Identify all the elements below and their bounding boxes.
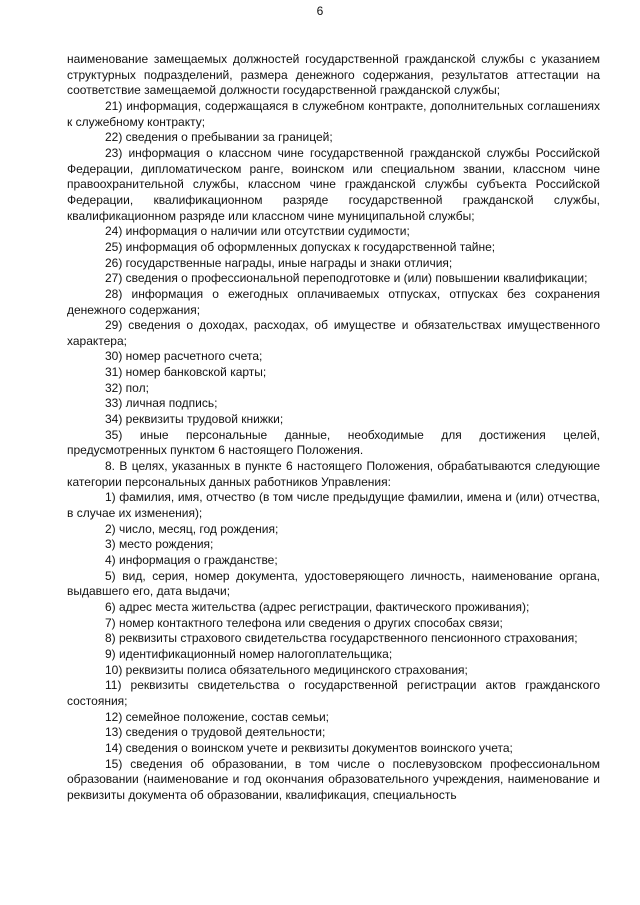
list-item-28: 28) информация о ежегодных оплачиваемых отпусках, отпусках без сохранения денежного содержания; bbox=[67, 286, 600, 317]
list-item-6: 6) адрес места жительства (адрес регистрации, фактического проживания); bbox=[105, 599, 530, 614]
list-item-12: 12) семейное положение, состав семьи; bbox=[105, 709, 330, 724]
list-item-32: 32) пол; bbox=[105, 380, 149, 395]
document-body bbox=[67, 52, 600, 804]
list-item-11: 11) реквизиты свидетельства о государственной регистрации актов гражданского состояния; bbox=[67, 678, 600, 708]
list-item-5: 5) вид, серия, номер документа, удостоверяющего личность, наименование органа, выдавшего его, дата выдачи; bbox=[67, 568, 600, 599]
list-item-14: 14) сведения о воинском учете и реквизиты документов воинского учета; bbox=[105, 740, 513, 755]
list-item-27: 27) сведения о профессиональной переподготовке и (или) повышении квалификации; bbox=[105, 271, 588, 286]
list-item-3: 3) место рождения; bbox=[105, 537, 214, 552]
list-item-15: 15) сведения об образовании, в том числе о послевузовском профессиональном образовании (наименование и год окончания образовательного учреждения, наименование и реквизиты документа об образовании, квалификация, специальность bbox=[67, 756, 600, 802]
list-item-23: 23) информация о классном чине государственной гражданской службы Российской Федерации, дипломатическом ранге, воинском или специальном звании, классном чине правоохранительной службы, классном чине гражданской службы субъекта Российской Федерации, квалификационном разряде государственной гражданской службы, квалификационном разряде или классном чине муниципальной службы; bbox=[67, 145, 600, 223]
list-item-25: 25) информация об оформленных допусках к государственной тайне; bbox=[105, 239, 496, 254]
page-number: 6 bbox=[316, 4, 324, 18]
list-item-4: 4) информация о гражданстве; bbox=[105, 553, 278, 567]
list-item-22: 22) сведения о пребывании за границей; bbox=[105, 130, 333, 145]
list-item-35: 35) иные персональные данные, необходимые для достижения целей, предусмотренных пунктом 6 настоящего Положения. bbox=[67, 427, 600, 458]
list-item-8: 8) реквизиты страхового свидетельства государственного пенсионного страхования; bbox=[105, 631, 578, 646]
paragraph-continuation: наименование замещаемых должностей государственной гражданской службы с указанием структурных подразделений, размера денежного содержания, результатов аттестации на соответствие замещаемой должности государственной гражданской службы; bbox=[67, 52, 600, 98]
list-item-1: 1) фамилия, имя, отчество (в том числе предыдущие фамилии, имена и (или) отчества, в случае их изменения); bbox=[67, 490, 600, 521]
list-item-9: 9) идентификационный номер налогоплательщика; bbox=[105, 646, 393, 661]
list-item-29: 29) сведения о доходах, расходах, об имуществе и обязательствах имущественного характера; bbox=[67, 318, 600, 348]
list-item-13: 13) сведения о трудовой деятельности; bbox=[105, 725, 326, 740]
clause-8: 8. В целях, указанных в пункте 6 настоящего Положения, обрабатываются следующие категории персональных данных работников Управления: bbox=[67, 459, 600, 489]
list-item-7: 7) номер контактного телефона или сведения о других способах связи; bbox=[105, 615, 503, 630]
list-item-31: 31) номер банковской карты; bbox=[105, 365, 267, 380]
list-item-10: 10) реквизиты полиса обязательного медицинского страхования; bbox=[105, 662, 468, 677]
list-item-34: 34) реквизиты трудовой книжки; bbox=[105, 412, 284, 427]
list-item-33: 33) личная подпись; bbox=[105, 396, 218, 411]
list-item-26: 26) государственные награды, иные награды и знаки отличия; bbox=[105, 255, 453, 270]
list-item-24: 24) информация о наличии или отсутствии судимости; bbox=[105, 224, 410, 239]
list-item-21: 21) информация, содержащаяся в служебном контракте, дополнительных соглашениях к служебному контракту; bbox=[67, 98, 600, 129]
list-item-30: 30) номер расчетного счета; bbox=[105, 349, 263, 364]
list-item-2: 2) число, месяц, год рождения; bbox=[105, 521, 279, 536]
